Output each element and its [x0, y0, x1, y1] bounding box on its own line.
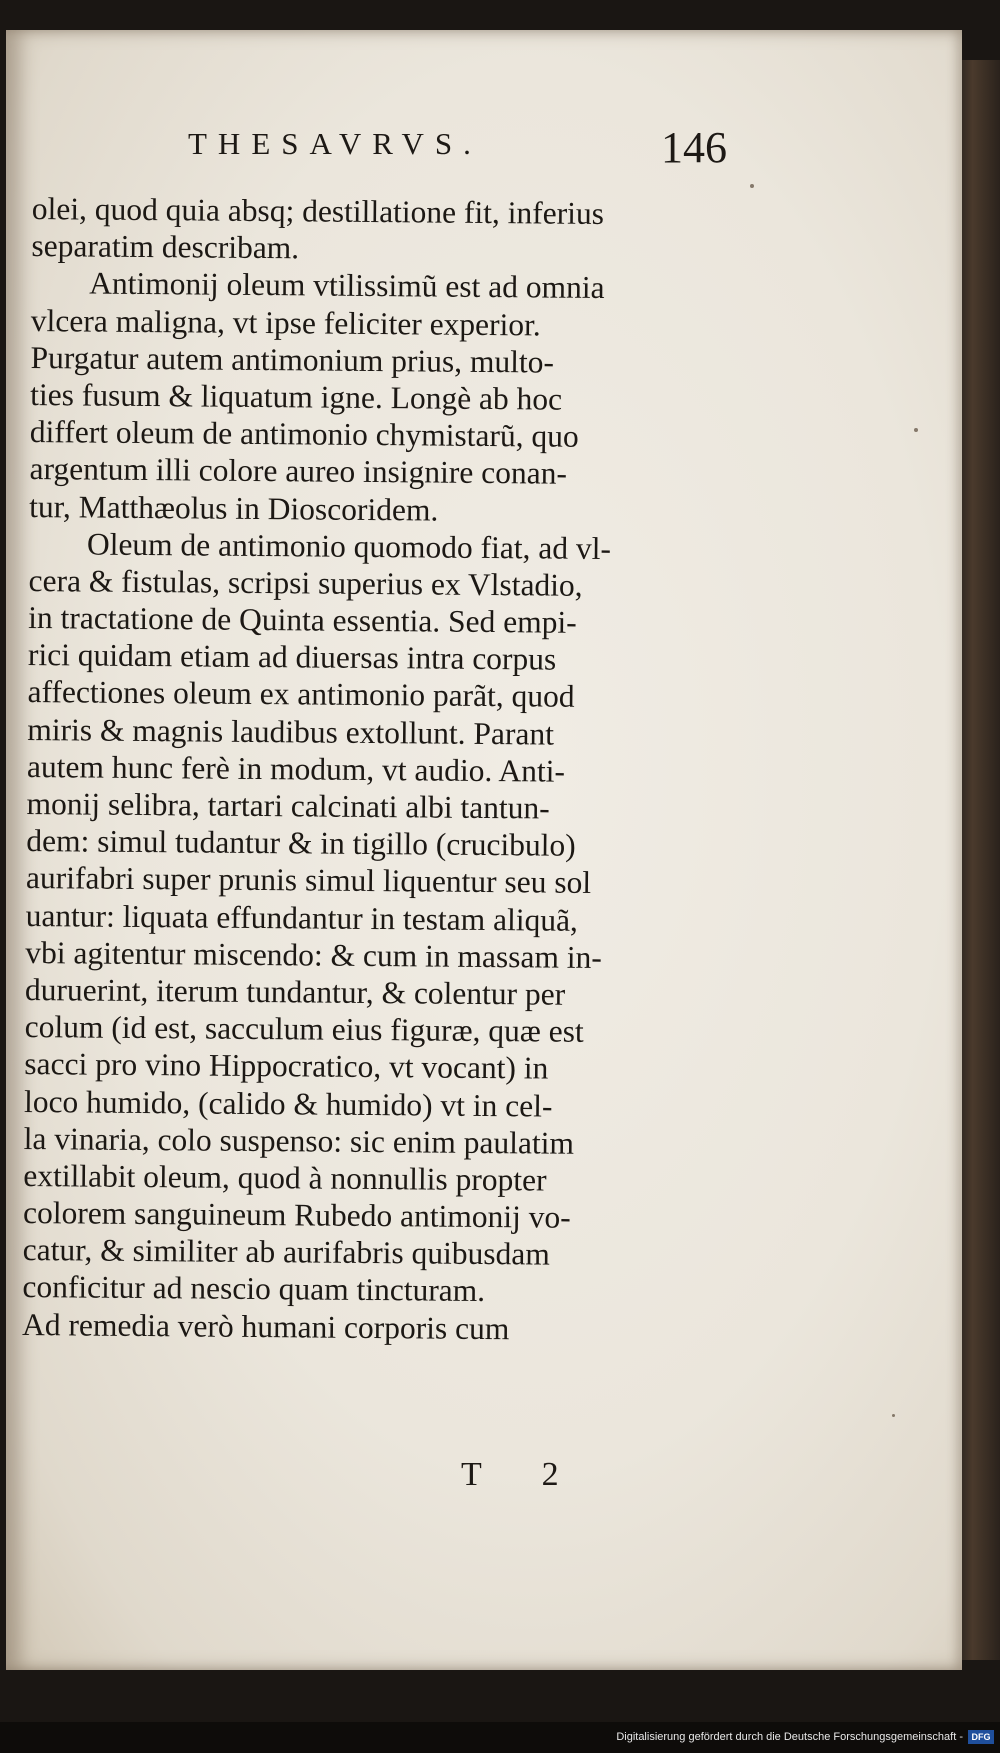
text-line: colorem sanguineum Rubedo antimonij vo-: [22, 1195, 571, 1235]
text-line: Ad remedia verò humani corporis cum: [21, 1306, 510, 1346]
dfg-logo: DFG: [968, 1730, 994, 1744]
paper-page: [6, 30, 962, 1670]
text-line: tur, Matthæolus in Dioscoridem.: [29, 488, 439, 528]
funding-credit: Digitalisierung gefördert durch die Deutsche Forschungsgemeinschaft -: [616, 1731, 963, 1743]
running-head: THESAVRVS.: [188, 126, 482, 161]
text-line: olei, quod quia absq; destillatione fit, inferius: [31, 190, 605, 231]
page-number: 146: [661, 123, 727, 172]
text-line: rici quidam etiam ad diuersas intra corpus: [27, 637, 557, 677]
text-line: dem: simul tudantur & in tigillo (crucibulo): [26, 823, 576, 863]
text-line: ties fusum & liquatum igne. Longè ab hoc: [30, 376, 563, 417]
text-line: affectiones oleum ex antimonio parãt, quod: [27, 674, 575, 715]
text-line: aurifabri super prunis simul liquentur seu sol: [25, 860, 592, 901]
book-edge: [958, 60, 1000, 1660]
text-line: differt oleum de antimonio chymistarũ, quo: [29, 414, 579, 454]
body-text: [22, 190, 732, 1349]
text-line: loco humido, (calido & humido) vt in cel-: [23, 1083, 553, 1124]
paper-speck: [914, 428, 918, 432]
text-line: colum (id est, sacculum eius figuræ, quæ est: [24, 1009, 584, 1049]
text-line: sacci pro vino Hippocratico, vt vocant) in: [24, 1046, 549, 1086]
text-line: vbi agitentur miscendo: & cum in massam in-: [25, 934, 603, 975]
text-line: cera & fistulas, scripsi superius ex Vlstadio,: [28, 562, 583, 603]
page-header: [6, 116, 962, 186]
signature-mark: T 2: [461, 1456, 585, 1493]
text-line: miris & magnis laudibus extollunt. Parant: [27, 711, 555, 752]
text-line: uantur: liquata effundantur in testam aliquã,: [25, 897, 579, 938]
text-line: autem hunc ferè in modum, vt audio. Anti-: [26, 748, 566, 789]
text-line: vlcera maligna, vt ipse feliciter experior.: [30, 302, 541, 343]
text-line: monij selibra, tartari calcinati albi tantun-: [26, 785, 550, 826]
digitization-footer: [0, 1722, 1000, 1753]
text-line: la vinaria, colo suspenso: sic enim paulatim: [23, 1120, 575, 1161]
text-line: Antimonij oleum vtilissimũ est ad omnia: [89, 265, 605, 306]
text-line: duruerint, iterum tundantur, & colentur per: [24, 971, 566, 1012]
text-line: catur, & similiter ab aurifabris quibusdam: [22, 1232, 550, 1272]
text-line: in tractatione de Quinta essentia. Sed empi-: [28, 600, 577, 640]
text-line: extillabit oleum, quod à nonnullis propter: [23, 1157, 547, 1198]
text-line: conficitur ad nescio quam tincturam.: [22, 1269, 486, 1309]
paper-speck: [892, 1414, 895, 1417]
paper-speck: [750, 184, 754, 188]
text-line: argentum illi colore aureo insignire conan-: [29, 451, 568, 491]
text-line: Purgatur autem antimonium prius, multo-: [30, 339, 555, 380]
text-line: Oleum de antimonio quomodo fiat, ad vl-: [86, 526, 612, 566]
text-line: separatim describam.: [31, 228, 300, 266]
